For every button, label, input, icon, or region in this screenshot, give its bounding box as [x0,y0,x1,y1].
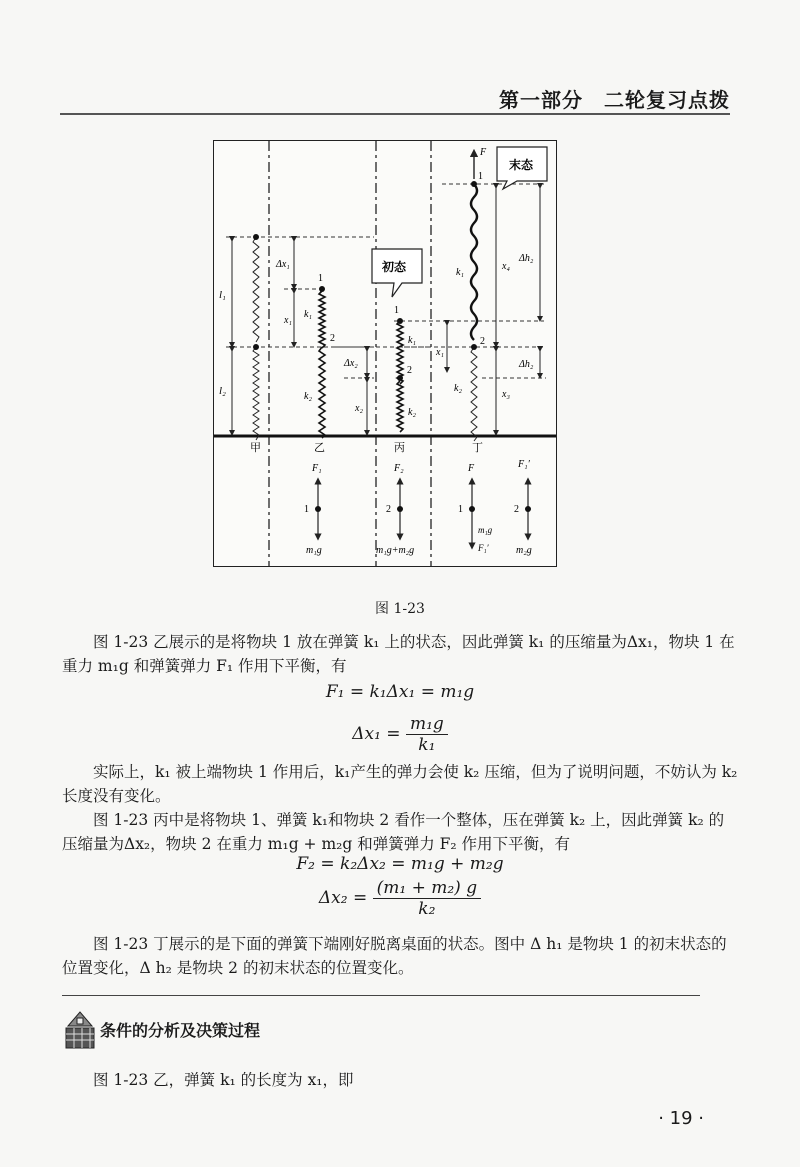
label-yi-k1: k₁ [304,309,312,320]
figure-caption: 图 1-23 [375,601,425,617]
col-label-jia: 甲 [250,442,261,454]
force-bing-bottom: m₁g+m₂g [376,545,415,556]
figure-1-23 [213,140,557,567]
column-dividers [269,141,431,566]
paragraph-4: 图 1-23 丁展示的是下面的弹簧下端刚好脱离桌面的状态。图中 Δ h₁ 是物块 1 的初末状态的位置变化，Δ h₂ 是物块 2 的初末状态的位置变化。 [62,935,727,977]
label-bing-k2: k₂ [408,407,416,418]
equation-2 [0,714,800,755]
force-yi-bottom: m₁g [306,545,322,556]
equation-2-numerator: m₁g [406,714,448,735]
force-ding2-bottom: m₂g [516,545,532,556]
paragraph-3: 图 1-23 丙中是将物块 1、弹簧 k₁和物块 2 看作一个整体，压在弹簧 k₂ 上，因此弹簧 k₂ 的压缩量为Δx₂，物块 2 在重力 m₁g + m₂g 和弹簧弹力 F₂ 作用下平衡，有 [62,811,725,853]
label-ding-2: 2 [480,336,485,347]
paragraph-2: 实际上，k₁ 被上端物块 1 作用后，k₁产生的弹力会使 k₂ 压缩，但为了说明问题，不妨认为 k₂ 长度没有变化。 [62,763,738,805]
spring-bing-k1 [397,321,403,384]
header-rule [60,113,730,115]
label-ding-dh2-bottom: Δh₂ [519,359,534,370]
section-badge-icon [62,1010,98,1050]
force-ding1-top: F [468,463,475,474]
spring-yi-k2 [319,347,325,438]
force-bing-top: F₂ [394,463,404,474]
label-yi-dx1: Δx₁ [276,259,290,270]
label-ding-x4: x₄ [502,261,510,272]
force-ding-2: 2 [514,504,519,515]
col-label-bing: 丙 [394,442,405,454]
spring-yi-k1 [319,291,325,348]
label-ding-1: 1 [478,171,483,182]
force-ding2-top: F₁′ [518,459,530,470]
equation-3: F₂ = k₂Δx₂ = m₁g + m₂g [296,854,504,874]
label-l1: l₁ [219,289,226,301]
force-yi-top: F₁ [312,463,322,474]
col-label-yi: 乙 [314,442,325,454]
label-bing-2: 2 [407,365,412,376]
force-bing-2: 2 [386,504,391,515]
label-ding-x3: x₃ [502,389,510,400]
callout-initial: 初态 [382,260,407,274]
page-header [60,82,730,112]
label-bing-dx2: Δx₂ [344,358,358,369]
section-title: 条件的分析及决策过程 [100,1021,261,1040]
equation-1: F₁ = k₁Δx₁ = m₁g [325,682,475,702]
header-title: 第一部分 二轮复习点拨 [499,88,730,112]
label-bing-x2: x₂ [355,403,363,414]
equation-4-left: Δx₂ = [318,888,368,908]
section-divider [62,995,700,996]
callout-final: 末态 [509,158,534,172]
label-ding-dh2-top: Δh₂ [519,253,534,264]
equation-2-left: Δx₁ = [352,724,401,744]
col-label-ding: 丁 [472,442,483,454]
label-ding-k2: k₂ [454,383,462,394]
equation-4 [0,878,800,919]
equation-4-numerator: (m₁ + m₂) g [373,878,481,899]
spring-ding-k1 [471,184,477,340]
label-yi-x1: x₁ [284,315,292,326]
label-yi-2: 2 [330,333,335,344]
label-bing-k1: k₁ [408,335,416,346]
spring-jia-k2 [253,347,259,440]
label-yi-1: 1 [318,273,323,284]
equation-2-denominator: k₁ [418,735,436,755]
spring-bing-k2 [397,381,403,432]
force-ding1-bottom: F₁′ [478,543,489,553]
label-yi-k2: k₂ [304,391,312,402]
force-ding1-mid: m₁g [478,525,493,535]
spring-diagram [214,141,556,566]
paragraph-5: 图 1-23 乙，弹簧 k₁ 的长度为 x₁，即 [93,1071,354,1089]
label-ding-x1: x₁ [436,347,444,358]
equation-4-fraction [373,878,481,919]
force-yi-1: 1 [304,504,309,515]
equation-2-fraction [406,714,448,755]
page-number: · 19 · [658,1108,704,1129]
equation-4-denominator: k₂ [418,899,436,919]
spring-jia-k1 [253,237,259,342]
label-ding-F: F [480,147,487,158]
force-arrows [318,481,528,546]
spring-ding-k2 [471,347,477,441]
label-l2: l₂ [219,385,226,397]
paragraph-1: 图 1-23 乙展示的是将物块 1 放在弹簧 k₁ 上的状态，因此弹簧 k₁ 的压缩量为Δx₁，物块 1 在重力 m₁g 和弹簧弹力 F₁ 作用下平衡，有 [62,633,735,675]
label-ding-k1: k₁ [456,267,464,278]
label-bing-1: 1 [394,305,399,316]
force-ding-1: 1 [458,504,463,515]
